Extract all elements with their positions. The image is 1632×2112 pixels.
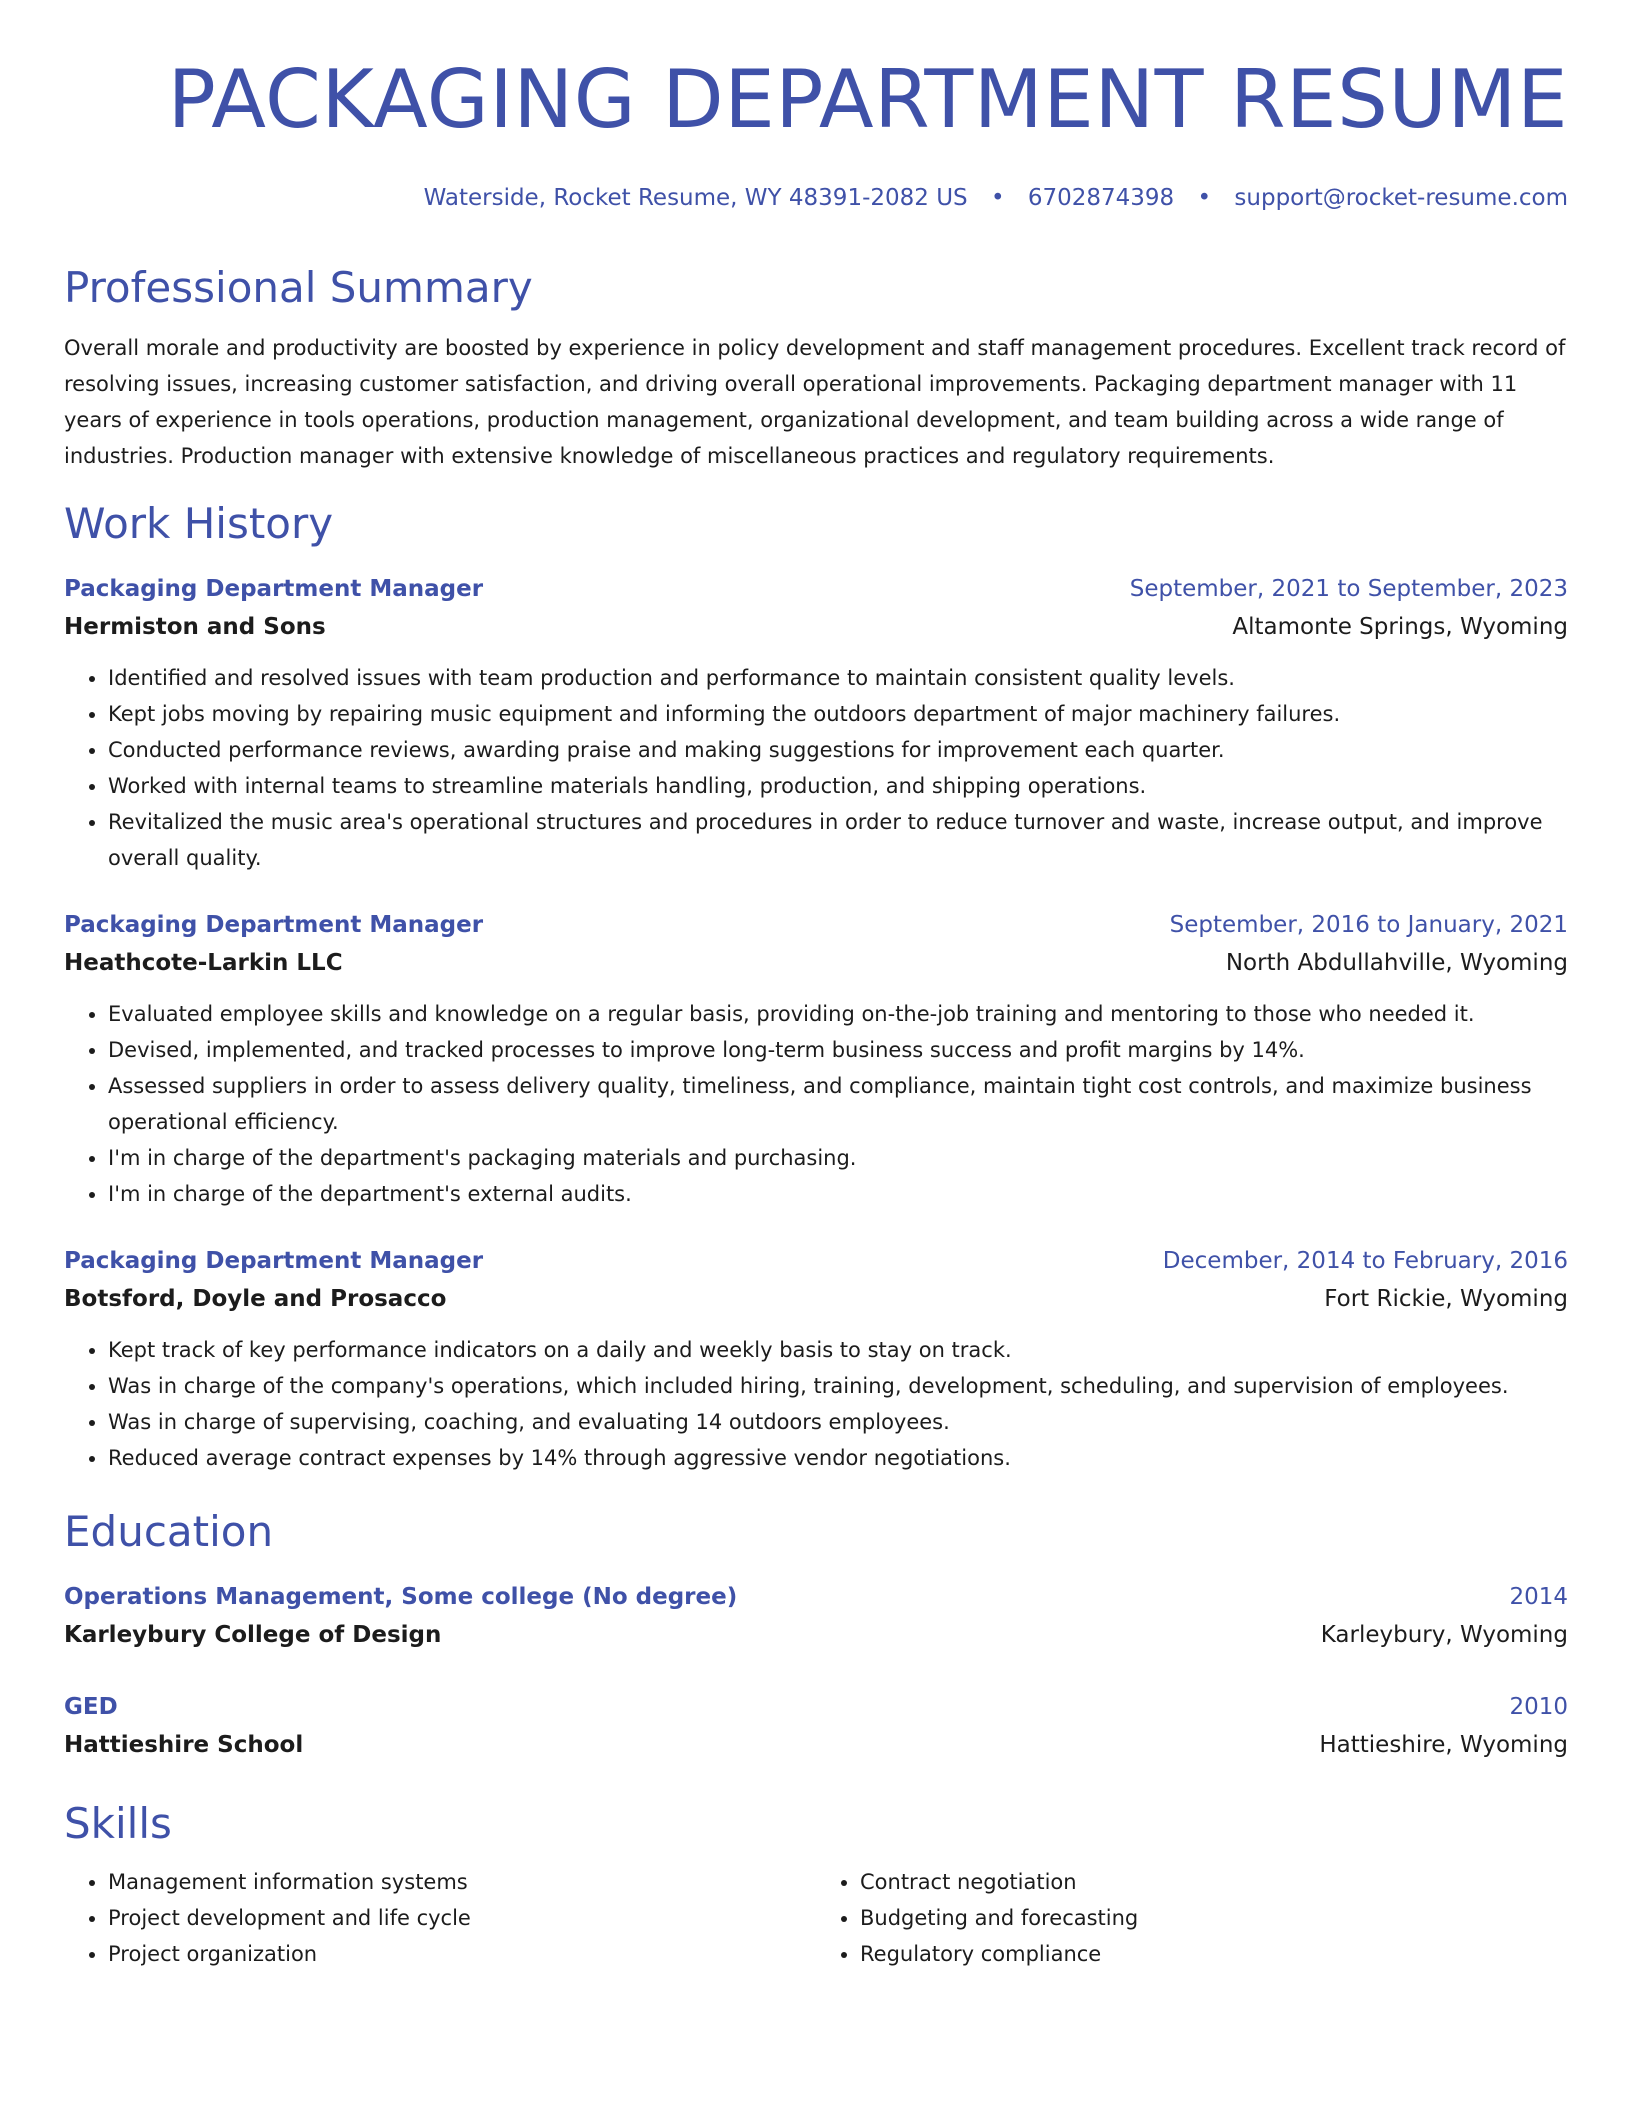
summary-heading: Professional Summary (64, 263, 533, 312)
job-bullet: • Kept jobs moving by repairing music equipment and informing the outdoors department of major machinery failures. (108, 696, 1568, 732)
contact-line (64, 182, 1568, 214)
job-company: Hermiston and Sons (64, 614, 326, 640)
job-entry (64, 906, 1568, 1212)
education-degree: Operations Management, Some college (No degree) (64, 1584, 738, 1610)
skill-item: • Management information systems (108, 1864, 816, 1900)
skill-item: • Regulatory compliance (860, 1936, 1568, 1972)
contact-separator: • (990, 185, 1005, 211)
job-bullet: • I'm in charge of the department's packaging materials and purchasing. (108, 1140, 1568, 1176)
skill-item: • Budgeting and forecasting (860, 1900, 1568, 1936)
job-dates: December, 2014 to February, 2016 (1162, 1248, 1568, 1274)
job-location: North Abdullahville, Wyoming (1225, 950, 1568, 976)
contact-separator: • (1197, 185, 1212, 211)
job-role: Packaging Department Manager (64, 912, 484, 938)
job-bullet: • Conducted performance reviews, awarding praise and making suggestions for improvement each quarter. (108, 732, 1568, 768)
job-bullet: • Devised, implemented, and tracked processes to improve long-term business success and profit margins by 14%. (108, 1032, 1568, 1068)
skill-item: • Project organization (108, 1936, 816, 1972)
job-bullet: • I'm in charge of the department's external audits. (108, 1176, 1568, 1212)
job-bullet: • Assessed suppliers in order to assess delivery quality, timeliness, and compliance, maintain tight cost controls, and maximize business operational efficiency. (108, 1068, 1568, 1140)
job-bullets (64, 996, 1568, 1212)
job-bullet: • Kept track of key performance indicators on a daily and weekly basis to stay on track. (108, 1332, 1568, 1368)
job-entry (64, 570, 1568, 876)
job-bullets (64, 1332, 1568, 1476)
job-bullet: • Worked with internal teams to streamline materials handling, production, and shipping operations. (108, 768, 1568, 804)
job-location: Fort Rickie, Wyoming (1324, 1286, 1568, 1312)
job-bullet: • Was in charge of the company's operations, which included hiring, training, development, scheduling, and supervision of employees. (108, 1368, 1568, 1404)
job-bullets (64, 660, 1568, 876)
job-dates: September, 2016 to January, 2021 (1169, 912, 1568, 938)
skill-item: • Contract negotiation (860, 1864, 1568, 1900)
skills-list-left (64, 1864, 816, 1972)
skill-item: • Project development and life cycle (108, 1900, 816, 1936)
education-heading: Education (64, 1507, 274, 1556)
job-bullet: • Was in charge of supervising, coaching, and evaluating 14 outdoors employees. (108, 1404, 1568, 1440)
skills-list-right (816, 1864, 1568, 1972)
job-bullet: • Identified and resolved issues with team production and performance to maintain consistent quality levels. (108, 660, 1568, 696)
education-entry (64, 1578, 1568, 1654)
education-school: Karleybury College of Design (64, 1622, 442, 1648)
education-location: Karleybury, Wyoming (1320, 1622, 1568, 1648)
skills-heading: Skills (64, 1799, 172, 1848)
work-history-heading: Work History (64, 499, 334, 548)
contact-email: support@rocket-resume.com (1234, 185, 1568, 211)
education-year: 2014 (1509, 1584, 1568, 1610)
job-dates: September, 2021 to September, 2023 (1129, 576, 1568, 602)
contact-address: Waterside, Rocket Resume, WY 48391-2082 US (423, 185, 968, 211)
job-entry (64, 1242, 1568, 1476)
job-bullet: • Revitalized the music area's operational structures and procedures in order to reduce turnover and waste, increase output, and improve overall quality. (108, 804, 1568, 876)
education-school: Hattieshire School (64, 1732, 304, 1758)
job-role: Packaging Department Manager (64, 576, 484, 602)
education-degree: GED (64, 1694, 118, 1720)
education-entry (64, 1688, 1568, 1764)
job-company: Heathcote-Larkin LLC (64, 950, 343, 976)
contact-phone: 6702874398 (1027, 185, 1175, 211)
job-bullet: • Evaluated employee skills and knowledge on a regular basis, providing on-the-job training and mentoring to those who needed it. (108, 996, 1568, 1032)
job-company: Botsford, Doyle and Prosacco (64, 1286, 447, 1312)
education-year: 2010 (1509, 1694, 1568, 1720)
education-location: Hattieshire, Wyoming (1319, 1732, 1568, 1758)
job-bullet: • Reduced average contract expenses by 14% through aggressive vendor negotiations. (108, 1440, 1568, 1476)
job-location: Altamonte Springs, Wyoming (1232, 614, 1568, 640)
summary-text: Overall morale and productivity are boosted by experience in policy development and staff management procedures. Excellent track record of resolving issues, increasing customer satisfaction, and driving overall operational improvements. Packaging department manager with 11 years of experience in tools operations, production management, organizational development, and team building across a wide range of industries. Production manager with extensive knowledge of miscellaneous practices and regulatory requirements. (64, 336, 1566, 468)
skills-grid (64, 1864, 1568, 1972)
resume-title: PACKAGING DEPARTMENT RESUME (167, 53, 1568, 146)
job-role: Packaging Department Manager (64, 1248, 484, 1274)
